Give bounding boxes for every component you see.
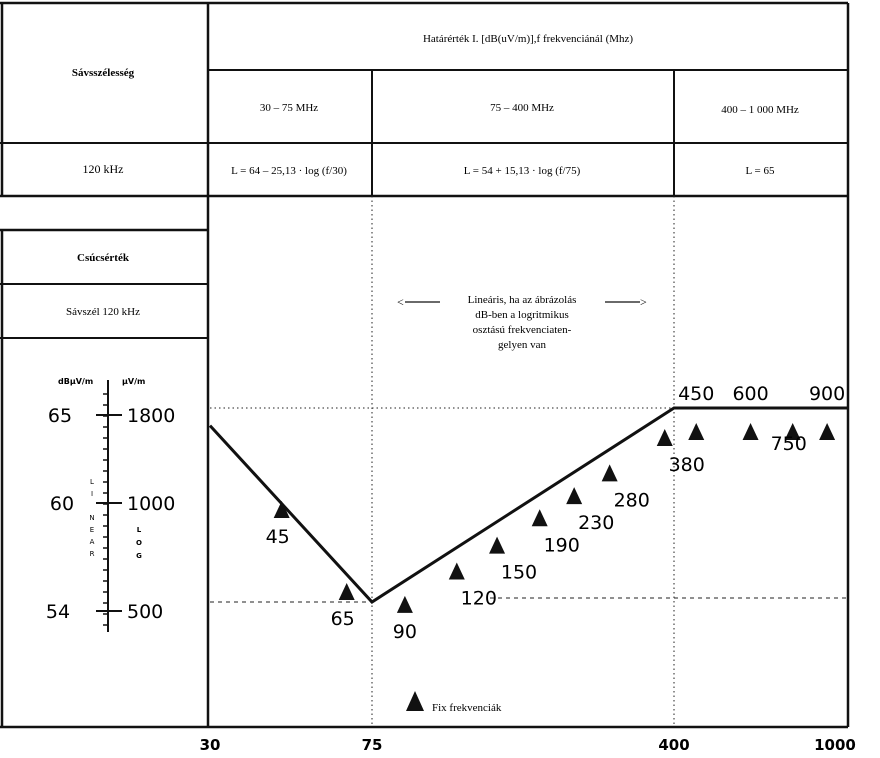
x-tick-label-30: 30 <box>199 736 221 754</box>
x-tick-label-400: 400 <box>658 736 690 754</box>
range-label-400-1000: 400 – 1 000 MHz <box>721 104 799 116</box>
log-letter-l: L <box>136 526 142 534</box>
limit-title: Határérték I. [dB(uV/m)],f frekvenciánál (Mhz) <box>422 33 634 45</box>
bandedge-label: Sávszél 120 kHz <box>66 306 140 318</box>
marker-380 <box>657 429 673 446</box>
marker-120 <box>449 563 465 580</box>
marker-900 <box>819 423 835 440</box>
marker-280 <box>602 464 618 481</box>
marker-label-450: 450 <box>678 383 715 405</box>
log-letter-o: O <box>136 539 142 547</box>
marker-label-120: 120 <box>460 587 497 610</box>
linear-letter-e: E <box>89 526 95 534</box>
marker-label-280: 280 <box>613 489 650 512</box>
marker-600 <box>743 423 759 440</box>
legend-triangle-icon <box>406 691 424 711</box>
db-tick-60: 60 <box>49 493 75 515</box>
x-axis-tick-labels <box>200 736 856 754</box>
formula-30-75: L = 64 – 25,13 · log (f/30) <box>231 165 347 177</box>
marker-label-380: 380 <box>668 453 705 476</box>
uv-tick-500: 500 <box>127 601 164 623</box>
note-arrow-right: > <box>640 295 647 309</box>
legend-label: Fix frekvenciák <box>432 702 502 714</box>
range-label-75-400: 75 – 400 MHz <box>490 102 554 114</box>
linearity-note <box>397 294 647 351</box>
linear-letter-l: L <box>90 478 94 486</box>
peak-label: Csúcsérték <box>77 252 129 264</box>
linear-letter-r: R <box>89 550 95 558</box>
marker-label-600: 600 <box>732 383 769 405</box>
note-line-1: Lineáris, ha az ábrázolás <box>467 294 577 306</box>
formula-400-1000: L = 65 <box>745 165 775 177</box>
uv-tick-1000: 1000 <box>127 493 176 515</box>
bandwidth-label: Sávsszélesség <box>71 67 135 79</box>
x-tick-label-1000: 1000 <box>814 736 856 754</box>
db-unit-label: dBµV/m <box>58 377 94 386</box>
marker-150 <box>489 537 505 554</box>
marker-label-90: 90 <box>392 620 417 643</box>
note-arrow-left: < <box>397 295 404 309</box>
marker-65 <box>339 583 355 600</box>
note-line-4: gelyen van <box>498 339 546 351</box>
uv-unit-label: µV/m <box>122 377 146 386</box>
dotted-guides <box>210 196 846 727</box>
uv-tick-1800: 1800 <box>127 405 176 427</box>
marker-label-230: 230 <box>578 512 615 535</box>
marker-190 <box>532 509 548 526</box>
marker-label-900: 900 <box>808 383 846 405</box>
marker-label-150: 150 <box>500 561 538 584</box>
marker-label-190: 190 <box>543 534 580 557</box>
marker-90 <box>397 596 413 613</box>
log-letter-g: G <box>136 552 142 560</box>
db-tick-54: 54 <box>45 601 71 623</box>
marker-230 <box>566 487 582 504</box>
fixed-frequency-markers <box>266 383 846 643</box>
db-tick-65: 65 <box>47 405 73 427</box>
legend <box>406 691 502 714</box>
x-tick-label-75: 75 <box>361 736 383 754</box>
range-label-30-75: 30 – 75 MHz <box>259 102 319 114</box>
formula-75-400: L = 54 + 15,13 · log (f/75) <box>463 165 581 177</box>
linear-letter-i: I <box>90 490 94 498</box>
marker-label-750: 750 <box>770 433 807 455</box>
marker-450 <box>688 423 704 440</box>
note-line-3: osztású frekvenciaten- <box>472 324 572 336</box>
marker-label-65: 65 <box>330 608 355 630</box>
level-scale <box>46 377 175 632</box>
linear-letter-n: N <box>89 514 95 522</box>
marker-label-45: 45 <box>265 526 290 548</box>
bandwidth-value: 120 kHz <box>82 162 124 176</box>
linear-letter-a: A <box>89 538 95 546</box>
note-line-2: dB-ben a logritmikus <box>475 309 569 321</box>
